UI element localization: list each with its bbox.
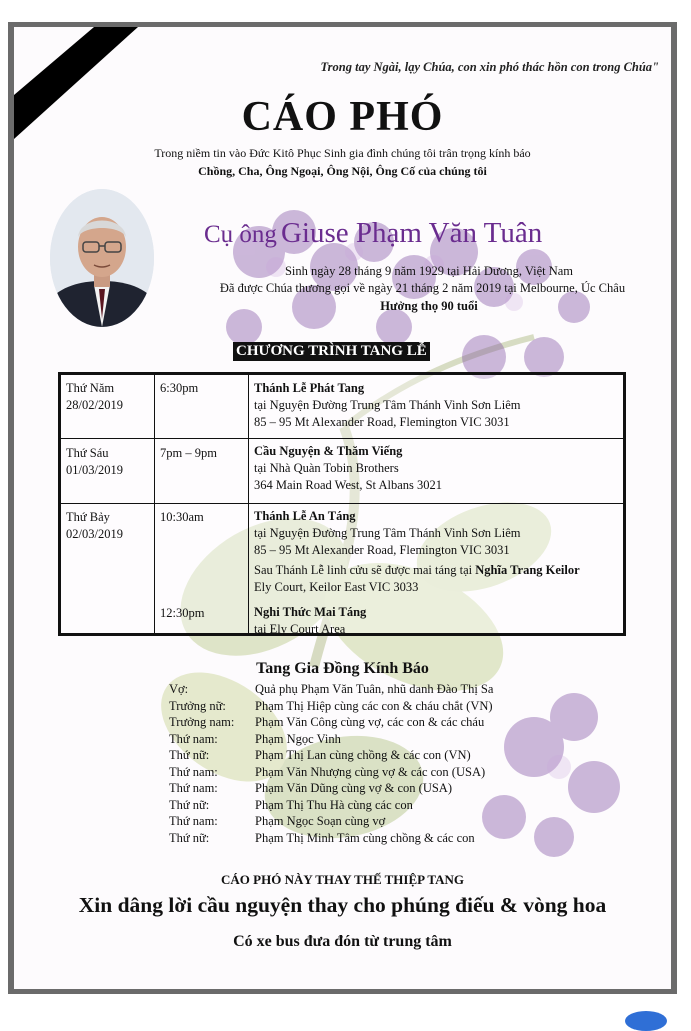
table-cell-time: 10:30am (160, 510, 204, 524)
portrait-photo (50, 189, 154, 327)
prayer-note: Xin dâng lời cầu nguyện thay cho phúng điếu & vòng hoa (78, 893, 607, 917)
intro-line: Trong niềm tin vào Đức Kitô Phục Sinh gia đình chúng tôi trân trọng kính báo (154, 146, 531, 160)
family-member: Trưởng nam: Phạm Văn Công cùng vợ, các con & các cháu (169, 715, 485, 729)
row-divider (61, 503, 623, 504)
family-member: Thứ nam: Phạm Ngọc Vinh (169, 731, 341, 746)
family-member: Thứ nam: Phạm Văn Nhượng cùng vợ & các con (USA) (169, 764, 486, 779)
table-cell-time: 12:30pm (160, 606, 205, 620)
family-list (169, 681, 493, 846)
family-member: Thứ nam: Phạm Ngọc Soạn cùng vợ (169, 814, 386, 828)
scripture-quote: Trong tay Ngài, lạy Chúa, con xin phó thác hồn con trong Chúa" (320, 60, 659, 74)
age-info: Hưởng thọ 90 tuổi (380, 299, 478, 313)
birth-info: Sinh ngày 28 tháng 9 năm 1929 tại Hải Dương, Việt Nam (284, 264, 574, 278)
deceased-name (204, 217, 542, 250)
family-member: Vợ: Quả phụ Phạm Văn Tuân, nhũ danh Đào Thị Sa (169, 682, 494, 696)
relation-line: Chồng, Cha, Ông Ngoại, Ông Nội, Ông Cố của chúng tôi (198, 164, 487, 178)
family-member: Thứ nữ: Phạm Thị Minh Tâm cùng chồng & các con (169, 830, 475, 845)
family-member: Thứ nữ: Phạm Thị Lan cùng chồng & các con (VN) (169, 748, 471, 762)
table-cell-time: 7pm – 9pm (160, 446, 217, 460)
table-cell-event: Thánh Lễ An Táng tại Nguyện Đường Trung Tâm Thánh Vinh Sơn Liêm 85 – 95 Mt Alexander Road, Flemington VIC 3031 Sau Thánh Lễ linh cửu sẽ được mai táng tại Nghĩa Trang Keilor Ely Court, Keilor East VIC 3033 (254, 509, 580, 594)
table-cell-event: Thánh Lễ Phát Tang tại Nguyện Đường Trung Tâm Thánh Vinh Sơn Liêm 85 – 95 Mt Alexander Road, Flemington VIC 3031 (254, 381, 521, 429)
replace-note: CÁO PHÓ NÀY THAY THẾ THIỆP TANG (221, 872, 464, 887)
table-cell-event: Nghi Thức Mai Táng tại Ely Court Area (254, 605, 367, 636)
name-prefix: Cụ ông (204, 221, 277, 248)
floating-action-icon[interactable] (625, 1011, 667, 1031)
family-member: Thứ nữ: Phạm Thị Thu Hà cùng các con (169, 797, 413, 812)
obituary-page (14, 27, 671, 989)
table-cell-day: Thứ Năm 28/02/2019 (66, 381, 123, 412)
table-cell-event: Cầu Nguyện & Thăm Viếng tại Nhà Quàn Tobin Brothers 364 Main Road West, St Albans 3021 (254, 444, 443, 492)
page-title: CÁO PHÓ (241, 94, 444, 140)
family-member: Trưởng nữ: Phạm Thị Hiệp cùng các con & cháu chắt (VN) (169, 698, 493, 713)
table-cell-day: Thứ Bảy 02/03/2019 (66, 510, 123, 541)
schedule-table (58, 372, 626, 636)
family-member: Thứ nam: Phạm Văn Dũng cùng vợ & con (USA) (169, 781, 452, 795)
column-divider (154, 375, 155, 633)
column-divider (248, 375, 249, 633)
name-main: Giuse Phạm Văn Tuân (280, 217, 543, 249)
row-divider (61, 438, 623, 439)
death-info: Đã được Chúa thương gọi về ngày 21 tháng 2 năm 2019 tại Melbourne, Úc Châu (219, 281, 626, 295)
bus-note: Có xe bus đưa đón từ trung tâm (233, 933, 452, 950)
family-title: Tang Gia Đồng Kính Báo (256, 660, 429, 677)
burial-note: Sau Thánh Lễ linh cửu sẽ được mai táng tại Nghĩa Trang Keilor (254, 563, 580, 577)
program-title: CHƯƠNG TRÌNH TANG LỄ (233, 342, 430, 361)
table-cell-day: Thứ Sáu 01/03/2019 (66, 446, 123, 477)
table-cell-time: 6:30pm (160, 381, 199, 395)
